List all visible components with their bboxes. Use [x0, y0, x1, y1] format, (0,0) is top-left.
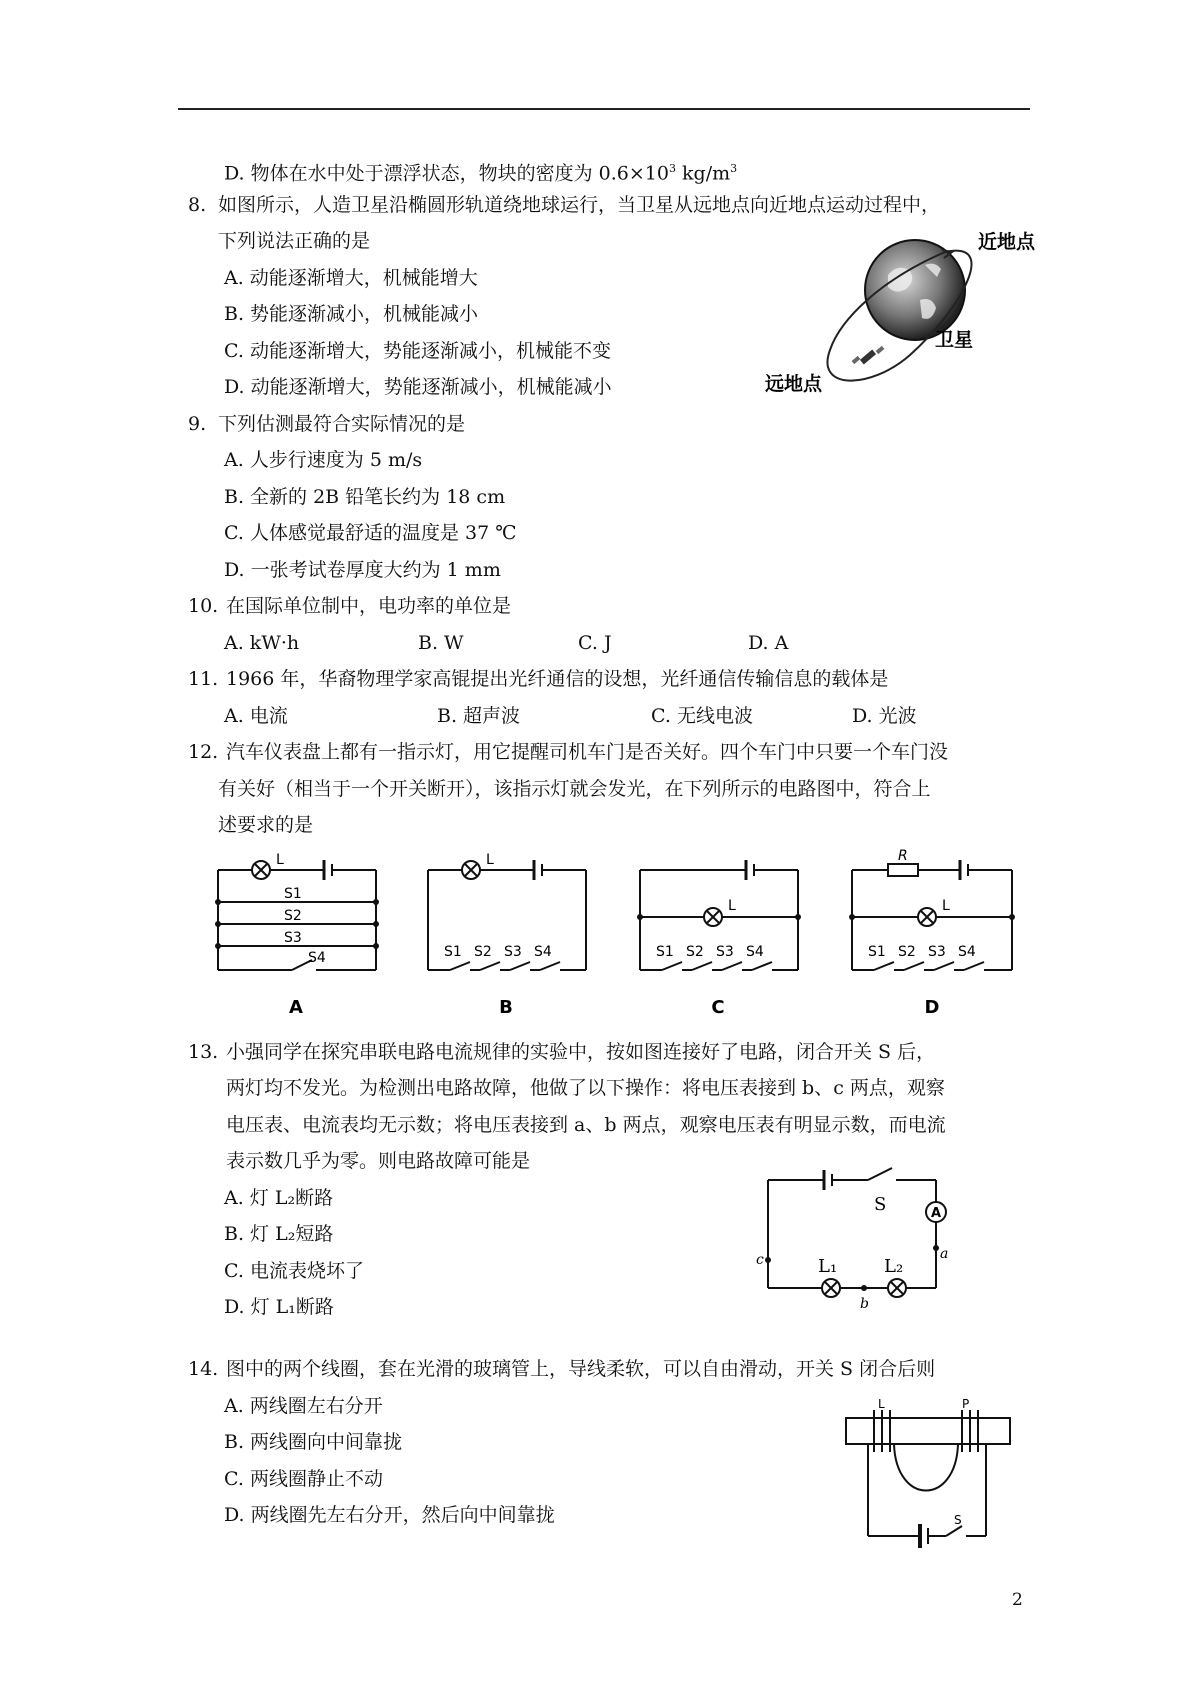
q8-stem-line1: 如图所示，人造卫星沿椭圆形轨道绕地球运行，当卫星从远地点向近地点运动过程中， [218, 194, 941, 216]
svg-text:A: A [930, 1206, 942, 1221]
q12-number: 12. [188, 741, 219, 763]
q12-label-b: B [499, 997, 513, 1018]
q9-stem: 下列估测最符合实际情况的是 [218, 413, 466, 435]
svg-text:L: L [942, 898, 950, 914]
q7-option-d: D. 物体在水中处于漂浮状态，物块的密度为 $0.6\times 10^3$ $kg/m^3$ [224, 162, 738, 185]
coil-p-label: P [962, 1397, 970, 1411]
glass-tube [846, 1418, 1010, 1444]
q12-label-d: D [924, 997, 940, 1018]
ammeter-icon [926, 1202, 946, 1222]
lamp-icon [704, 908, 722, 926]
q14-option-b: B. 两线圈向中间靠拢 [224, 1431, 403, 1453]
svg-text:S4: S4 [958, 944, 976, 960]
q14-option-c: C. 两线圈静止不动 [224, 1468, 383, 1490]
near-point-label [978, 230, 1036, 253]
coil-l-label: L [878, 1397, 885, 1411]
q14-option-d: D. 两线圈先左右分开，然后向中间靠拢 [224, 1504, 555, 1526]
svg-text:S2: S2 [284, 908, 302, 924]
q11-option-c: C. 无线电波 [651, 705, 753, 727]
q11-option-d: D. 光波 [852, 705, 917, 727]
page-number: 2 [1012, 1590, 1023, 1610]
svg-text:S2: S2 [474, 944, 492, 960]
q11-number: 11. [188, 668, 219, 690]
lamp-icon [918, 908, 936, 926]
svg-text:L: L [486, 852, 494, 868]
q13-option-c: C. 电流表烧坏了 [224, 1260, 364, 1282]
lamp-l1-icon [822, 1279, 840, 1297]
q8-option-c: C. 动能逐渐增大，势能逐渐减小，机械能不变 [224, 340, 611, 362]
q11-option-a: A. 电流 [224, 705, 288, 727]
lamp-icon [252, 861, 270, 879]
q13-number: 13. [188, 1041, 219, 1063]
svg-text:S4: S4 [746, 944, 764, 960]
q13-stem-line4: 表示数几乎为零。则电路故障可能是 [226, 1150, 531, 1172]
lamp-l2-icon [888, 1279, 906, 1297]
q10-option-a: A. kW·h [224, 632, 300, 654]
svg-text:c: c [756, 1252, 764, 1268]
q12-circuit-d [846, 846, 1020, 1020]
svg-text:S2: S2 [686, 944, 704, 960]
q13-stem-line1: 小强同学在探究串联电路电流规律的实验中，按如图连接好了电路，闭合开关 S 后， [226, 1041, 936, 1063]
q12-stem-line1: 汽车仪表盘上都有一指示灯，用它提醒司机车门是否关好。四个车门中只要一个车门没 [226, 741, 949, 763]
svg-text:S3: S3 [284, 930, 302, 946]
q12-circuit-c [634, 850, 804, 1020]
svg-text:L: L [728, 898, 736, 914]
svg-text:S3: S3 [504, 944, 522, 960]
q10-option-c: C. J [578, 632, 612, 654]
header-rule [178, 108, 1030, 110]
q14-number: 14. [188, 1358, 219, 1380]
q11-option-b: B. 超声波 [437, 705, 521, 727]
svg-text:L: L [276, 852, 284, 868]
svg-text:S3: S3 [716, 944, 734, 960]
svg-text:S4: S4 [308, 950, 326, 966]
resistor-icon [888, 864, 918, 876]
q9-option-c: C. 人体感觉最舒适的温度是 37 ℃ [224, 522, 517, 544]
svg-text:近地点: 近地点 [978, 231, 1036, 253]
q12-label-c: C [711, 997, 725, 1018]
q12-label-a: A [289, 997, 303, 1018]
svg-text:S2: S2 [898, 944, 916, 960]
svg-text:S3: S3 [928, 944, 946, 960]
q9-option-b: B. 全新的 2B 铅笔长约为 18 cm [224, 486, 506, 508]
q9-option-a: A. 人步行速度为 5 m/s [224, 449, 423, 471]
svg-text:S1: S1 [284, 886, 302, 902]
q14-option-a: A. 两线圈左右分开 [224, 1395, 383, 1417]
svg-text:S1: S1 [444, 944, 462, 960]
q12-circuit-b [422, 850, 592, 1020]
q10-stem: 在国际单位制中，电功率的单位是 [226, 595, 512, 617]
q14-coils-figure [838, 1396, 1018, 1546]
q13-stem-line2: 两灯均不发光。为检测出电路故障，他做了以下操作：将电压表接到 b、c 两点，观察 [226, 1077, 945, 1099]
svg-text:L₂: L₂ [884, 1256, 904, 1277]
q8-number: 8. [188, 194, 207, 216]
q12-stem-line3: 述要求的是 [218, 814, 314, 836]
satellite-label: 卫星 [935, 329, 974, 351]
far-point-label: 远地点 [765, 373, 823, 395]
q10-option-b: B. W [418, 632, 464, 654]
q12-circuit-a [212, 850, 382, 1020]
satellite-orbit-figure [760, 230, 1036, 405]
q8-stem-line2: 下列说法正确的是 [218, 230, 371, 252]
svg-text:S: S [874, 1194, 887, 1215]
q8-option-b: B. 势能逐渐减小，机械能减小 [224, 303, 479, 325]
q13-option-b: B. 灯 L₂短路 [224, 1223, 334, 1245]
q10-option-d: D. A [748, 632, 789, 654]
switch-s-label: S [954, 1513, 962, 1527]
q8-option-d: D. 动能逐渐增大，势能逐渐减小，机械能减小 [224, 376, 612, 398]
q14-stem: 图中的两个线圈，套在光滑的玻璃管上，导线柔软，可以自由滑动，开关 S 闭合后则 [226, 1358, 936, 1380]
q11-stem: 1966 年，华裔物理学家高锟提出光纤通信的设想，光纤通信传输信息的载体是 [226, 668, 889, 690]
q13-stem-line3: 电压表、电流表均无示数；将电压表接到 a、b 两点，观察电压表有明显示数，而电流 [226, 1114, 946, 1136]
svg-text:S1: S1 [868, 944, 886, 960]
q13-option-a: A. 灯 L₂断路 [224, 1187, 334, 1209]
svg-text:S1: S1 [656, 944, 674, 960]
q13-option-d: D. 灯 L₁断路 [224, 1296, 334, 1318]
svg-text:b: b [860, 1296, 869, 1312]
satellite-icon [852, 346, 885, 365]
q9-option-d: D. 一张考试卷厚度大约为 1 mm [224, 559, 501, 581]
q12-stem-line2: 有关好（相当于一个开关断开），该指示灯就会发光，在下列所示的电路图中，符合上 [218, 778, 931, 800]
lamp-icon [462, 861, 480, 879]
svg-text:S4: S4 [534, 944, 552, 960]
svg-text:a: a [940, 1246, 949, 1262]
q9-number: 9. [188, 413, 207, 435]
q10-number: 10. [188, 595, 219, 617]
q13-series-circuit-figure [756, 1160, 966, 1310]
svg-text:L₁: L₁ [818, 1256, 838, 1277]
q8-option-a: A. 动能逐渐增大，机械能增大 [224, 267, 478, 289]
svg-text:R: R [898, 848, 908, 864]
